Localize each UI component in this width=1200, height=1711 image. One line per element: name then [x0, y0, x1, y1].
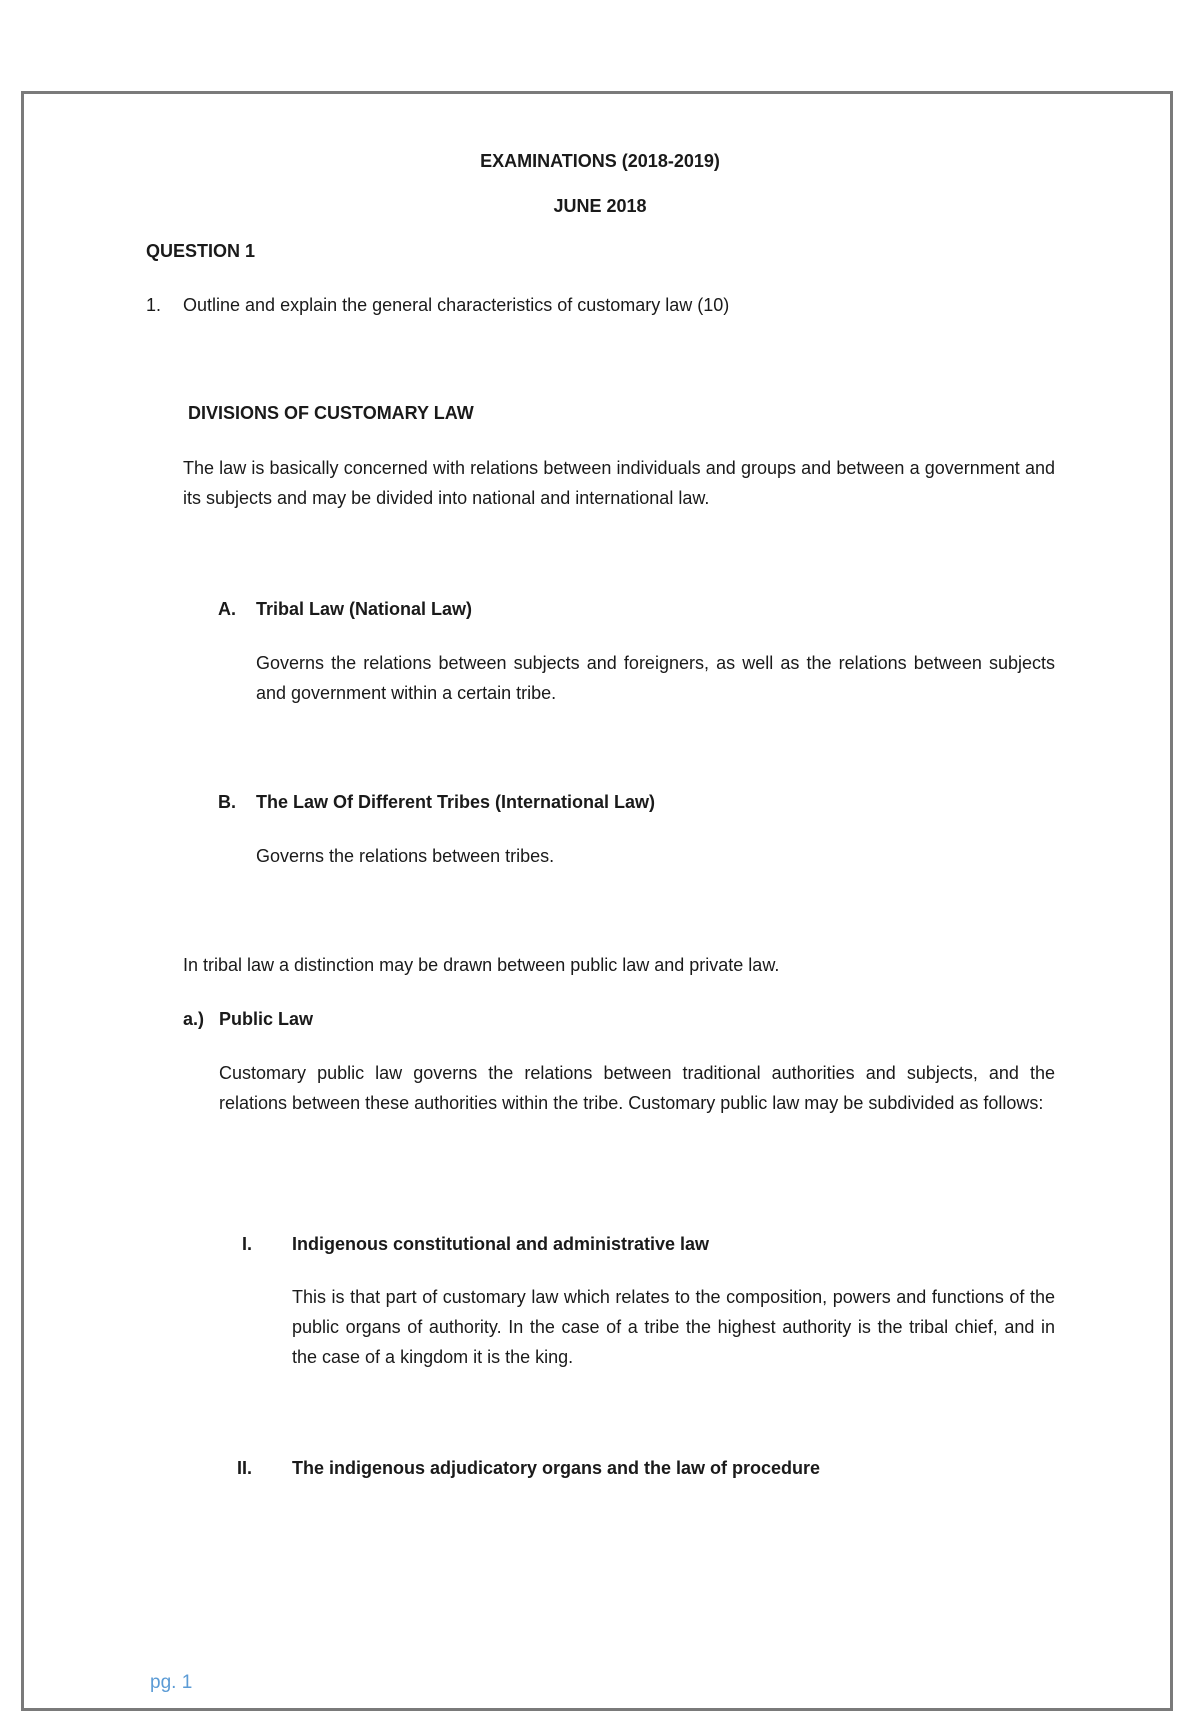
section-a-marker: A.	[218, 599, 236, 619]
exam-title: EXAMINATIONS (2018-2019)	[480, 151, 720, 171]
question-item-text: Outline and explain the general characteristics of customary law (10)	[183, 295, 730, 315]
public-law-body: Customary public law governs the relations between traditional authorities and subjects, and the relations between these authorities within the tribe. Customary public law may be subdivided as follows:	[219, 1063, 1055, 1113]
section-a-heading: Tribal Law (National Law)	[256, 599, 473, 619]
sub-i-heading: Indigenous constitutional and administrative law	[292, 1234, 710, 1254]
sub-i-body: This is that part of customary law which relates to the composition, powers and functions of the public organs of authority. In the case of a tribe the highest authority is the tribal chief, and in the case of a kingdom it is the king.	[292, 1287, 1055, 1367]
question-item-number: 1.	[146, 295, 162, 315]
sub-ii-marker: II.	[237, 1458, 253, 1478]
exam-session: JUNE 2018	[553, 196, 647, 216]
divisions-heading: DIVISIONS OF CUSTOMARY LAW	[188, 403, 474, 423]
tribal-distinction: In tribal law a distinction may be drawn between public law and private law.	[183, 955, 780, 975]
divisions-intro: The law is basically concerned with relations between individuals and groups and between a government and its subjects and may be divided into national and international law.	[183, 458, 1055, 508]
section-b-heading: The Law Of Different Tribes (International Law)	[256, 792, 656, 812]
section-a-body: Governs the relations between subjects and foreigners, as well as the relations between subjects and government within a certain tribe.	[256, 653, 1055, 703]
page-number: pg. 1	[150, 1672, 193, 1693]
section-b-marker: B.	[218, 792, 236, 812]
public-law-marker: a.)	[183, 1009, 205, 1029]
section-b-body: Governs the relations between tribes.	[256, 846, 555, 866]
question-label: QUESTION 1	[146, 241, 256, 261]
public-law-heading: Public Law	[219, 1009, 314, 1029]
sub-i-marker: I.	[242, 1234, 253, 1254]
sub-ii-heading: The indigenous adjudicatory organs and the law of procedure	[292, 1458, 821, 1478]
